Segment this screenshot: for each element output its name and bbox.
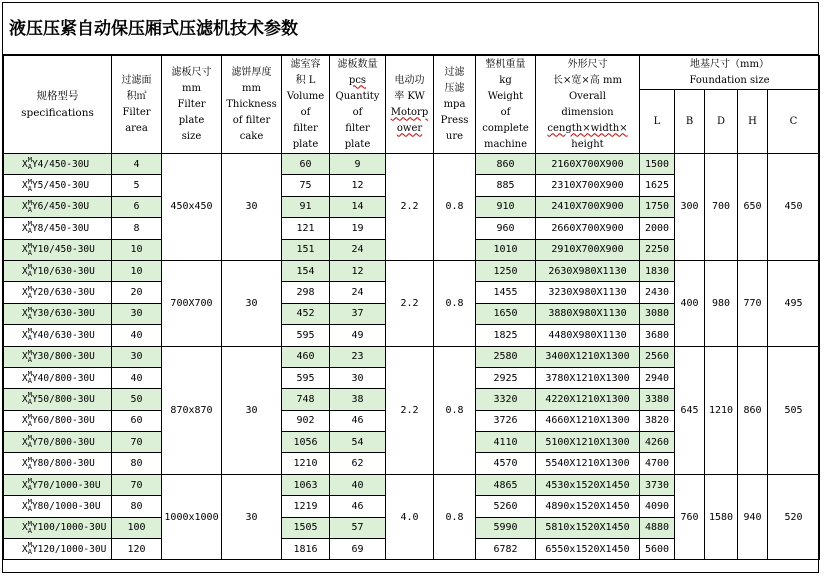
header-foundation-B: B	[675, 90, 705, 154]
header-plate-size-l4: size	[181, 130, 202, 142]
cell-weight: 860	[476, 154, 536, 175]
cell-dimension: 5100X1210X1300	[536, 432, 640, 453]
cell-dimension: 4480X980X1130	[536, 325, 640, 346]
header-area-l1: 积㎡	[126, 90, 147, 102]
cell-foundation-D: 980	[705, 260, 738, 346]
header-power-l3: ower	[396, 122, 423, 134]
spec-table	[3, 55, 820, 560]
cell-area: 5	[112, 175, 162, 196]
cell-pressure: 0.8	[434, 154, 476, 261]
cell-volume: 1056	[282, 432, 330, 453]
cell-foundation-L: 2430	[640, 282, 675, 303]
cell-dimension: 3400X1210X1300	[536, 346, 640, 367]
header-weight-l2: Weight	[487, 90, 524, 102]
cell-area: 70	[112, 474, 162, 495]
header-quantity	[330, 56, 386, 154]
cell-model	[4, 410, 112, 431]
cell-area: 80	[112, 453, 162, 474]
header-plate-size-l2: Filter	[177, 98, 206, 110]
cell-dimension: 4660X1210X1300	[536, 410, 640, 431]
cell-plate-size: 700X700	[162, 260, 222, 346]
header-cake-l1: mm	[242, 82, 261, 94]
cell-area: 100	[112, 517, 162, 538]
cell-power: 2.2	[386, 154, 434, 261]
cell-weight: 2580	[476, 346, 536, 367]
cell-plate-size: 1000x1000	[162, 474, 222, 560]
cell-dimension: 3780X1210X1300	[536, 367, 640, 388]
model-code: X M A Y10/630-30U	[22, 263, 95, 279]
header-dimension-l2: Overall	[569, 90, 606, 102]
cell-quantity: 40	[330, 474, 386, 495]
cell-foundation-D: 700	[705, 154, 738, 261]
header-model-en: specifications	[21, 106, 94, 119]
header-volume-l1: 积 L	[295, 74, 316, 86]
cell-quantity: 46	[330, 410, 386, 431]
cell-model	[4, 367, 112, 388]
cell-volume: 595	[282, 367, 330, 388]
cell-model	[4, 303, 112, 324]
cell-model	[4, 239, 112, 260]
cell-quantity: 49	[330, 325, 386, 346]
model-code: X M A Y80/1000-30U	[22, 498, 101, 514]
cell-cake: 30	[222, 474, 282, 560]
cell-foundation-B: 400	[675, 260, 705, 346]
table-row	[4, 346, 820, 367]
cell-quantity: 30	[330, 367, 386, 388]
cell-volume: 75	[282, 175, 330, 196]
cell-foundation-L: 3820	[640, 410, 675, 431]
header-plate-size-l0: 滤板尺寸	[171, 66, 212, 78]
cell-dimension: 2410X700X900	[536, 196, 640, 217]
cell-model	[4, 218, 112, 239]
cell-area: 8	[112, 218, 162, 239]
cell-foundation-L: 3380	[640, 389, 675, 410]
cell-dimension: 5540X1210X1300	[536, 453, 640, 474]
header-area-l2: Filter	[122, 106, 151, 118]
cell-model	[4, 346, 112, 367]
header-model-cn: 规格型号	[36, 89, 79, 102]
model-code: X M A Y80/800-30U	[22, 455, 95, 471]
cell-volume: 1063	[282, 474, 330, 495]
header-foundation-L: L	[640, 90, 675, 154]
cell-weight: 1250	[476, 260, 536, 281]
page-title: 液压压紧自动保压厢式压滤机技术参数	[3, 3, 818, 55]
header-foundation-en: Foundation size	[689, 74, 770, 86]
header-cake-l3: of filter	[232, 114, 271, 126]
header-cake-l2: Thickness	[226, 98, 277, 110]
cell-quantity: 38	[330, 389, 386, 410]
cell-area: 40	[112, 325, 162, 346]
cell-model	[4, 260, 112, 281]
cell-volume: 452	[282, 303, 330, 324]
cell-foundation-H: 770	[738, 260, 768, 346]
cell-weight: 960	[476, 218, 536, 239]
cell-foundation-L: 4090	[640, 496, 675, 517]
cell-foundation-H: 860	[738, 346, 768, 474]
cell-model	[4, 175, 112, 196]
cell-foundation-L: 2000	[640, 218, 675, 239]
cell-volume: 1505	[282, 517, 330, 538]
cell-quantity: 9	[330, 154, 386, 175]
cell-dimension: 2910X700X900	[536, 239, 640, 260]
cell-volume: 595	[282, 325, 330, 346]
header-quantity-l5: plate	[344, 138, 371, 150]
header-weight-l3: of	[500, 106, 511, 118]
cell-dimension: 3880X980X1130	[536, 303, 640, 324]
cell-foundation-C: 505	[768, 346, 820, 474]
cell-foundation-H: 650	[738, 154, 768, 261]
header-foundation	[640, 56, 820, 90]
cell-dimension: 4530x1520X1450	[536, 474, 640, 495]
header-cake	[222, 56, 282, 154]
cell-quantity: 62	[330, 453, 386, 474]
cell-quantity: 14	[330, 196, 386, 217]
cell-dimension: 4220X1210X1300	[536, 389, 640, 410]
cell-volume: 151	[282, 239, 330, 260]
cell-foundation-L: 4880	[640, 517, 675, 538]
cell-power: 4.0	[386, 474, 434, 560]
header-weight-l1: kg	[499, 74, 512, 86]
cell-foundation-L: 2250	[640, 239, 675, 260]
header-cake-l4: cake	[239, 130, 264, 142]
cell-foundation-L: 1500	[640, 154, 675, 175]
cell-weight: 1010	[476, 239, 536, 260]
header-plate-size	[162, 56, 222, 154]
header-weight	[476, 56, 536, 154]
cell-model	[4, 154, 112, 175]
model-code: X M A Y10/450-30U	[22, 241, 95, 257]
header-volume-l3: of	[300, 106, 311, 118]
cell-weight: 5990	[476, 517, 536, 538]
cell-foundation-L: 5600	[640, 539, 675, 560]
header-quantity-l1: pcs	[348, 74, 367, 86]
header-area	[112, 56, 162, 154]
cell-area: 70	[112, 432, 162, 453]
cell-foundation-C: 520	[768, 474, 820, 560]
cell-weight: 1455	[476, 282, 536, 303]
model-code: X M A Y30/630-30U	[22, 305, 95, 321]
cell-foundation-L: 2940	[640, 367, 675, 388]
cell-weight: 3726	[476, 410, 536, 431]
header-pressure-l3: Press	[440, 114, 469, 126]
cell-foundation-L: 3080	[640, 303, 675, 324]
cell-volume: 121	[282, 218, 330, 239]
cell-weight: 4570	[476, 453, 536, 474]
header-power-l2: Motorp	[390, 106, 429, 118]
cell-volume: 1816	[282, 539, 330, 560]
cell-quantity: 69	[330, 539, 386, 560]
model-code: X M A Y100/1000-30U	[22, 519, 107, 535]
header-weight-l4: complete	[482, 122, 529, 134]
header-dimension-l1: 长×宽×高 mm	[553, 74, 622, 86]
cell-model	[4, 325, 112, 346]
cell-quantity: 12	[330, 175, 386, 196]
model-code: X M A Y120/1000-30U	[22, 541, 107, 557]
model-code: X M A Y4/450-30U	[22, 156, 90, 172]
cell-quantity: 24	[330, 239, 386, 260]
header-volume-l2: Volume	[286, 90, 325, 102]
model-code: X M A Y70/1000-30U	[22, 477, 101, 493]
cell-foundation-C: 450	[768, 154, 820, 261]
header-dimension-l0: 外形尺寸	[567, 58, 608, 70]
cell-model	[4, 432, 112, 453]
cell-quantity: 54	[330, 432, 386, 453]
header-quantity-l0: 滤板数量	[337, 58, 378, 70]
cell-model	[4, 496, 112, 517]
cell-weight: 6782	[476, 539, 536, 560]
cell-area: 20	[112, 282, 162, 303]
cell-volume: 60	[282, 154, 330, 175]
cell-power: 2.2	[386, 346, 434, 474]
model-code: X M A Y40/800-30U	[22, 370, 95, 386]
cell-foundation-B: 645	[675, 346, 705, 474]
header-volume	[282, 56, 330, 154]
cell-plate-size: 870x870	[162, 346, 222, 474]
header-power-l1: 率 KW	[394, 90, 425, 102]
header-foundation-cn: 地基尺寸（mm）	[690, 58, 769, 70]
cell-cake: 30	[222, 346, 282, 474]
model-code: X M A Y30/800-30U	[22, 348, 95, 364]
cell-foundation-B: 300	[675, 154, 705, 261]
header-plate-size-l1: mm	[182, 82, 201, 94]
cell-pressure: 0.8	[434, 474, 476, 560]
cell-area: 50	[112, 389, 162, 410]
cell-weight: 5260	[476, 496, 536, 517]
cell-area: 4	[112, 154, 162, 175]
cell-model	[4, 282, 112, 303]
cell-cake: 30	[222, 260, 282, 346]
cell-weight: 885	[476, 175, 536, 196]
cell-area: 30	[112, 303, 162, 324]
cell-foundation-H: 940	[738, 474, 768, 560]
header-foundation-D: D	[705, 90, 738, 154]
cell-foundation-L: 1625	[640, 175, 675, 196]
cell-weight: 910	[476, 196, 536, 217]
cell-volume: 748	[282, 389, 330, 410]
cell-model	[4, 539, 112, 560]
header-weight-l5: machine	[483, 138, 528, 150]
cell-area: 80	[112, 496, 162, 517]
cell-model	[4, 453, 112, 474]
table-row	[4, 474, 820, 495]
header-dimension-l5: height	[571, 138, 604, 150]
cell-pressure: 0.8	[434, 260, 476, 346]
cell-volume: 1210	[282, 453, 330, 474]
model-code: X M A Y60/800-30U	[22, 412, 95, 428]
cell-quantity: 24	[330, 282, 386, 303]
cell-volume: 902	[282, 410, 330, 431]
model-code: X M A Y20/630-30U	[22, 284, 95, 300]
header-foundation-C: C	[768, 90, 820, 154]
cell-model	[4, 517, 112, 538]
cell-plate-size: 450x450	[162, 154, 222, 261]
header-pressure-l1: 压滤	[444, 82, 465, 94]
cell-volume: 154	[282, 260, 330, 281]
cell-volume: 460	[282, 346, 330, 367]
header-cake-l0: 滤饼厚度	[231, 66, 272, 78]
header-quantity-l3: of	[352, 106, 363, 118]
cell-foundation-L: 4700	[640, 453, 675, 474]
cell-dimension: 4890x1520X1450	[536, 496, 640, 517]
header-volume-l0: 滤室容	[290, 58, 321, 70]
cell-volume: 1219	[282, 496, 330, 517]
cell-weight: 3320	[476, 389, 536, 410]
cell-dimension: 2660X700X900	[536, 218, 640, 239]
model-code: X M A Y70/800-30U	[22, 434, 95, 450]
cell-cake: 30	[222, 154, 282, 261]
header-power	[386, 56, 434, 154]
cell-quantity: 57	[330, 517, 386, 538]
table-row	[4, 154, 820, 175]
header-dimension	[536, 56, 640, 154]
cell-dimension: 6550x1520X1450	[536, 539, 640, 560]
header-foundation-H: H	[738, 90, 768, 154]
cell-weight: 4110	[476, 432, 536, 453]
header-dimension-l3: dimension	[561, 106, 614, 118]
cell-area: 6	[112, 196, 162, 217]
cell-weight: 2925	[476, 367, 536, 388]
cell-quantity: 23	[330, 346, 386, 367]
cell-quantity: 19	[330, 218, 386, 239]
cell-quantity: 46	[330, 496, 386, 517]
spec-table-body	[4, 154, 820, 560]
header-volume-l4: filter	[293, 122, 318, 134]
cell-weight: 1825	[476, 325, 536, 346]
header-pressure-l4: ure	[445, 130, 464, 142]
cell-foundation-L: 4260	[640, 432, 675, 453]
cell-foundation-L: 3730	[640, 474, 675, 495]
spec-sheet	[2, 2, 819, 573]
cell-foundation-B: 760	[675, 474, 705, 560]
cell-foundation-L: 1830	[640, 260, 675, 281]
cell-dimension: 5810x1520X1450	[536, 517, 640, 538]
cell-weight: 4865	[476, 474, 536, 495]
cell-area: 60	[112, 410, 162, 431]
header-area-l0: 过滤面	[121, 74, 152, 86]
header-plate-size-l3: plate	[178, 114, 205, 126]
cell-dimension: 2630X980X1130	[536, 260, 640, 281]
cell-pressure: 0.8	[434, 346, 476, 474]
cell-weight: 1650	[476, 303, 536, 324]
header-quantity-l4: filter	[345, 122, 370, 134]
model-code: X M A Y50/800-30U	[22, 391, 95, 407]
cell-foundation-D: 1580	[705, 474, 738, 560]
cell-foundation-D: 1210	[705, 346, 738, 474]
cell-model	[4, 474, 112, 495]
cell-volume: 91	[282, 196, 330, 217]
cell-area: 10	[112, 239, 162, 260]
cell-area: 120	[112, 539, 162, 560]
table-row	[4, 260, 820, 281]
cell-dimension: 3230X980X1130	[536, 282, 640, 303]
cell-area: 30	[112, 346, 162, 367]
model-code: X M A Y8/450-30U	[22, 220, 90, 236]
model-code: X M A Y6/450-30U	[22, 198, 90, 214]
header-model	[4, 56, 112, 154]
cell-foundation-L: 3680	[640, 325, 675, 346]
model-code: X M A Y5/450-30U	[22, 177, 90, 193]
header-pressure	[434, 56, 476, 154]
cell-foundation-L: 2560	[640, 346, 675, 367]
cell-power: 2.2	[386, 260, 434, 346]
header-weight-l0: 整机重量	[485, 58, 526, 70]
cell-quantity: 37	[330, 303, 386, 324]
cell-model	[4, 389, 112, 410]
cell-area: 40	[112, 367, 162, 388]
cell-foundation-C: 495	[768, 260, 820, 346]
cell-foundation-L: 1750	[640, 196, 675, 217]
cell-dimension: 2310X700X900	[536, 175, 640, 196]
header-power-l0: 电动功	[394, 74, 425, 86]
header-pressure-l0: 过滤	[444, 66, 465, 78]
header-dimension-l4: cength×width×	[547, 122, 628, 134]
header-quantity-l2: Quantity	[335, 90, 380, 102]
header-volume-l5: plate	[292, 138, 319, 150]
header-pressure-l2: mpa	[443, 98, 466, 110]
cell-volume: 298	[282, 282, 330, 303]
header-area-l3: area	[125, 122, 148, 134]
cell-model	[4, 196, 112, 217]
cell-dimension: 2160X700X900	[536, 154, 640, 175]
model-code: X M A Y40/630-30U	[22, 327, 95, 343]
cell-quantity: 12	[330, 260, 386, 281]
cell-area: 10	[112, 260, 162, 281]
